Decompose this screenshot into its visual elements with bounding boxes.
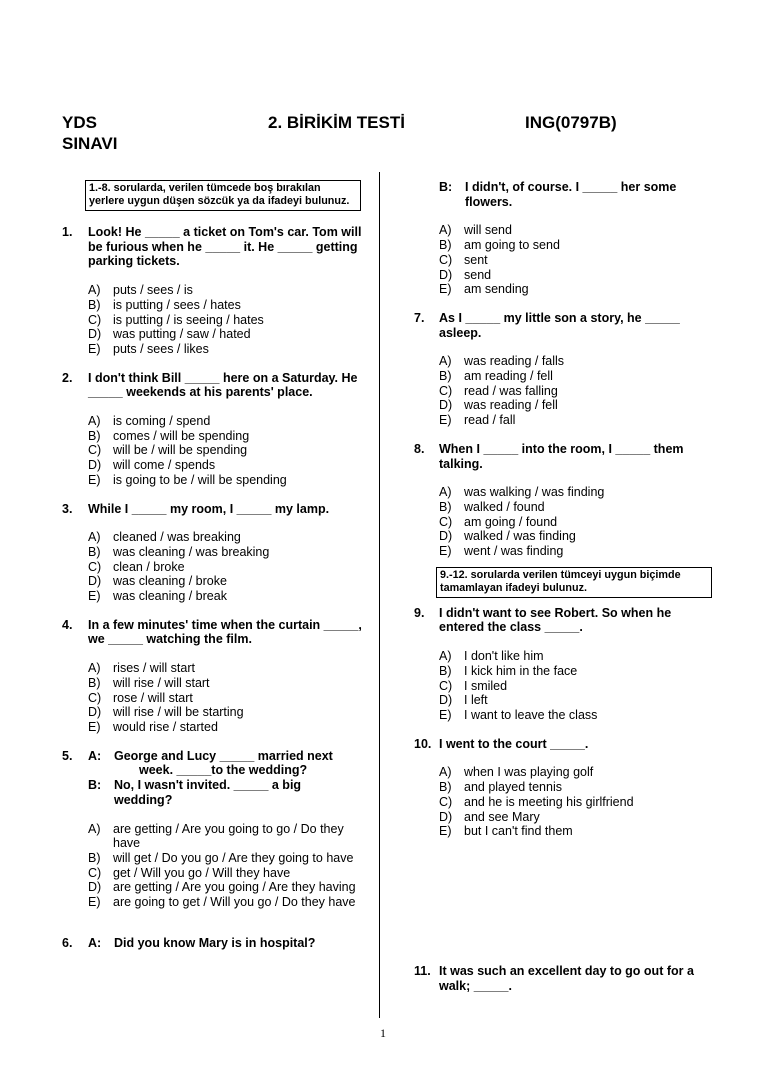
instruction-box-1-8: 1.-8. sorularda, verilen tümcede boş bırakılan yerlere uygun düşen sözcük ya da ifadeyi bulunuz. [85, 180, 361, 211]
option-e[interactable]: E) read / fall [439, 413, 516, 428]
question-4 [62, 618, 362, 735]
option-d[interactable]: D) and see Mary [439, 809, 540, 824]
option-d[interactable]: D) are getting / Are you going / Are they having [88, 880, 356, 895]
option-list [88, 414, 362, 488]
option-b[interactable]: B) comes / will be spending [88, 428, 250, 443]
test-code: ING(0797B) [525, 113, 617, 132]
option-d[interactable]: D) will come / spends [88, 458, 216, 473]
option-b[interactable]: B) I kick him in the face [439, 663, 578, 678]
question-6-continued [414, 180, 714, 297]
question-number: 6. [62, 935, 73, 950]
question-number: 7. [414, 310, 425, 325]
option-c[interactable]: C) will be / will be spending [88, 443, 248, 458]
option-e[interactable]: E) but I can't find them [439, 824, 573, 839]
option-c[interactable]: C) get / Will you go / Will they have [88, 865, 291, 880]
option-e[interactable]: E) was cleaning / break [88, 589, 227, 604]
option-c[interactable]: C) sent [439, 252, 488, 267]
option-list [88, 661, 362, 735]
option-list [439, 765, 714, 839]
question-9 [414, 606, 714, 723]
option-c[interactable]: C) rose / will start [88, 690, 193, 705]
option-list [439, 485, 714, 559]
question-stem: I went to the court _____. [439, 736, 589, 751]
option-d[interactable]: D) will rise / will be starting [88, 705, 244, 720]
question-stem: It was such an excellent day to go out for a walk; _____. [439, 963, 694, 993]
option-e[interactable]: E) is going to be / will be spending [88, 472, 287, 487]
option-d[interactable]: D) was putting / saw / hated [88, 327, 251, 342]
dialogue-line-b: B: No, I wasn't invited. _____ a big wedding? [88, 778, 302, 807]
question-stem: When I _____ into the room, I _____ them talking. [439, 441, 684, 471]
instruction-box-9-12: 9.-12. sorularda verilen tümceyi uygun biçimde tamamlayan ifadeyi bulunuz. [436, 567, 712, 598]
option-b[interactable]: B) will rise / will start [88, 675, 210, 690]
test-title: 2. BİRİKİM TESTİ [268, 113, 405, 132]
question-5 [62, 749, 362, 910]
option-a[interactable]: A) will send [439, 223, 512, 238]
option-c[interactable]: C) clean / broke [88, 559, 185, 574]
question-stem: While I _____ my room, I _____ my lamp. [88, 501, 330, 516]
question-2 [62, 371, 362, 488]
question-1 [62, 225, 362, 357]
question-6-start [62, 936, 362, 951]
option-b[interactable]: B) walked / found [439, 499, 545, 514]
question-number: 3. [62, 501, 73, 516]
exam-name: YDS SINAVI [62, 113, 118, 153]
option-c[interactable]: C) am going / found [439, 514, 558, 529]
option-b[interactable]: B) is putting / sees / hates [88, 297, 241, 312]
option-b[interactable]: B) am reading / fell [439, 369, 553, 384]
column-divider [379, 172, 380, 1018]
option-d[interactable]: D) send [439, 267, 492, 282]
question-7 [414, 311, 714, 428]
question-number: 8. [414, 441, 425, 456]
question-number: 4. [62, 617, 73, 632]
question-3 [62, 502, 362, 604]
dialogue-line-a: A: George and Lucy _____ married next week. _____to the wedding? [88, 748, 333, 778]
left-column [62, 180, 362, 950]
option-c[interactable]: C) I smiled [439, 678, 508, 693]
option-d[interactable]: D) was reading / fell [439, 398, 558, 413]
option-a[interactable]: A) is coming / spend [88, 414, 211, 429]
option-e[interactable]: E) puts / sees / likes [88, 341, 209, 356]
question-stem: I didn't want to see Robert. So when he entered the class _____. [439, 605, 672, 635]
question-stem: As I _____ my little son a story, he _____ asleep. [439, 310, 680, 340]
option-b[interactable]: B) and played tennis [439, 780, 562, 795]
option-a[interactable]: A) cleaned / was breaking [88, 530, 241, 545]
question-11 [414, 964, 714, 993]
question-10 [414, 737, 714, 839]
question-number: 10. [414, 736, 432, 751]
option-e[interactable]: E) would rise / started [88, 719, 218, 734]
option-d[interactable]: D) was cleaning / broke [88, 574, 227, 589]
option-e[interactable]: E) am sending [439, 282, 529, 297]
option-d[interactable]: D) I left [439, 693, 488, 708]
question-8 [414, 442, 714, 559]
option-list [439, 354, 714, 428]
question-stem: In a few minutes' time when the curtain _____, we _____ watching the film. [88, 617, 362, 647]
dialogue-line-b: B: I didn't, of course. I _____ her some flowers. [439, 180, 677, 209]
option-list [88, 530, 362, 604]
option-a[interactable]: A) was reading / falls [439, 354, 565, 369]
option-list [88, 822, 362, 910]
option-c[interactable]: C) and he is meeting his girlfriend [439, 794, 634, 809]
option-a[interactable]: A) are getting / Are you going to go / Do they have [88, 821, 344, 851]
page-number: 1 [380, 1026, 386, 1040]
option-c[interactable]: C) is putting / is seeing / hates [88, 312, 264, 327]
question-stem: Look! He _____ a ticket on Tom's car. Tom will be furious when he _____ it. He _____ getting parking tickets. [88, 225, 362, 269]
option-b[interactable]: B) am going to send [439, 238, 560, 253]
option-e[interactable]: E) went / was finding [439, 544, 564, 559]
right-column [414, 180, 714, 993]
question-number: 5. [62, 748, 73, 763]
option-list [439, 223, 714, 297]
option-a[interactable]: A) rises / will start [88, 661, 195, 676]
option-a[interactable]: A) was walking / was finding [439, 485, 605, 500]
option-e[interactable]: E) are going to get / Will you go / Do they have [88, 895, 356, 910]
option-a[interactable]: A) when I was playing golf [439, 765, 594, 780]
question-number: 11. [414, 963, 431, 978]
option-a[interactable]: A) I don't like him [439, 649, 544, 664]
question-number: 2. [62, 370, 73, 385]
option-e[interactable]: E) I want to leave the class [439, 707, 598, 722]
option-b[interactable]: B) will get / Do you go / Are they going to have [88, 850, 354, 865]
option-list [88, 283, 362, 357]
option-list [439, 649, 714, 723]
option-a[interactable]: A) puts / sees / is [88, 283, 193, 298]
question-stem: I don't think Bill _____ here on a Saturday. He _____ weekends at his parents' place. [88, 370, 358, 400]
option-d[interactable]: D) walked / was finding [439, 529, 576, 544]
option-b[interactable]: B) was cleaning / was breaking [88, 544, 270, 559]
option-c[interactable]: C) read / was falling [439, 383, 558, 398]
dialogue-line-a: A: Did you know Mary is in hospital? [88, 935, 316, 950]
question-number: 1. [62, 225, 73, 239]
question-number: 9. [414, 605, 425, 620]
